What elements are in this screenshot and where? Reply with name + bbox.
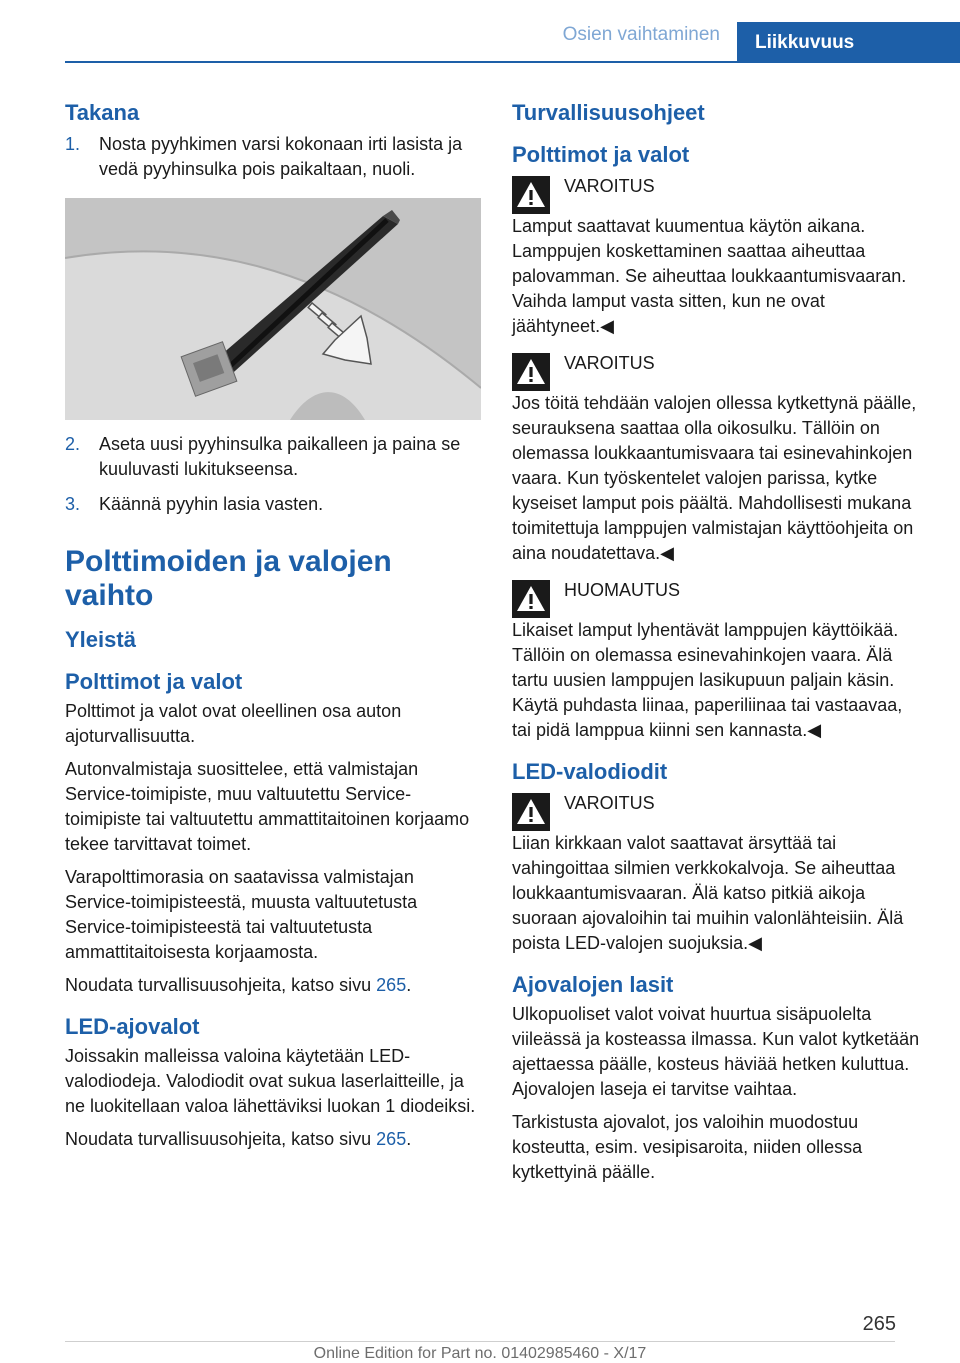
polttimot-heading-right: Polttimot ja valot bbox=[512, 142, 690, 167]
steps-b bbox=[65, 432, 481, 517]
step-text: Nosta pyyhkimen varsi kokonaan irti lasista ja vedä pyyhinsulka pois paikaltaan, nuoli. bbox=[99, 134, 463, 179]
page-link[interactable]: 265 bbox=[376, 975, 407, 995]
lasit-p2: Tarkistusta ajovalot, jos valoihin muodostuu kosteutta, esim. vesipisaroita, niiden ollessa kytkettyinä päälle. bbox=[512, 1112, 863, 1182]
lasit-p1: Ulkopuoliset valot voivat huurtua sisäpuolelta viileässä ja kosteassa ilmassa. Kun valot kytketään ajettaessa päälle, kosteus häviää hetken kuluttua. Ajovalojen laseja ei tarvitse vaihtaa. bbox=[512, 1004, 920, 1099]
polttimot-p4 bbox=[65, 973, 481, 998]
header-rule bbox=[65, 61, 960, 63]
notice-block bbox=[512, 578, 926, 743]
chapter-tab[interactable]: Liikkuvuus bbox=[737, 22, 960, 62]
step-number: 2. bbox=[65, 434, 81, 454]
warning-block bbox=[512, 791, 926, 956]
polttimot-heading: Polttimot ja valot bbox=[65, 669, 243, 694]
wiper-illustration bbox=[65, 198, 481, 420]
warning-text: Liian kirkkaan valot saattavat ärsyttää tai vahingoittaa silmien verkkokalvoja. Se aiheuttaa loukkaantumisvaaran. Älä katso pitkiä aikoja suoraan ajovaloihin tai muihin valonlähteisiin. Älä poista LED-valojen suojuksia.◀ bbox=[512, 833, 904, 953]
page-link[interactable]: 265 bbox=[376, 1129, 407, 1149]
left-column bbox=[65, 100, 481, 1160]
warning-label: VAROITUS bbox=[564, 793, 655, 813]
notice-label: HUOMAUTUS bbox=[564, 580, 680, 600]
polttimot-p1: Polttimot ja valot ovat oleellinen osa auton ajoturvallisuutta. bbox=[65, 701, 402, 746]
steps-a bbox=[65, 132, 481, 182]
page-number: 265 bbox=[862, 1313, 896, 1335]
list-item bbox=[65, 492, 481, 517]
warning-text: Jos töitä tehdään valojen ollessa kytkettynä päälle, seurauksena saattaa olla oikosulku. Tällöin on olemassa loukkaantumisvaara tai esinevahinkojen vaara. Kun työskentelet valojen parissa, kytke kyseiset lamput pois päältä. Mahdollisesti mukana toimitettuja lamppujen valmistajan käyttöohjeita on aina noudatettava.◀ bbox=[512, 393, 917, 563]
ref-text: Noudata turvallisuusohjeita, katso sivu bbox=[65, 975, 377, 995]
yleista-heading: Yleistä bbox=[65, 627, 136, 652]
turvallisuusohjeet-heading: Turvallisuusohjeet bbox=[512, 100, 705, 125]
led-p2 bbox=[65, 1127, 481, 1152]
step-number: 3. bbox=[65, 494, 81, 514]
step-number: 1. bbox=[65, 134, 81, 154]
ref-end: . bbox=[406, 1129, 412, 1149]
main-heading: Polttimoiden ja valojen vaihto bbox=[65, 545, 392, 612]
led-ajovalot-heading: LED-ajovalot bbox=[65, 1014, 200, 1039]
warning-label: VAROITUS bbox=[564, 176, 655, 196]
warning-triangle-icon bbox=[512, 580, 550, 618]
warning-block bbox=[512, 351, 926, 566]
wiper-drawing bbox=[65, 198, 481, 420]
ref-text: Noudata turvallisuusohjeita, katso sivu bbox=[65, 1129, 377, 1149]
list-item bbox=[65, 432, 481, 482]
led-valodiodit-heading: LED-valodiodit bbox=[512, 759, 668, 784]
polttimot-p3: Varapolttimorasia on saatavissa valmistajan Service-toimipisteestä, muusta valtuutetusta Service-toimipisteestä tai valtuutetusta ammattitaitoisesta korjaamosta. bbox=[65, 867, 418, 962]
warning-triangle-icon bbox=[512, 176, 550, 214]
page-header bbox=[0, 0, 960, 64]
step-text: Käännä pyyhin lasia vasten. bbox=[99, 494, 324, 514]
list-item bbox=[65, 132, 481, 182]
ref-end: . bbox=[406, 975, 412, 995]
warning-label: VAROITUS bbox=[564, 353, 655, 373]
warning-triangle-icon bbox=[512, 353, 550, 391]
right-column bbox=[512, 100, 926, 1193]
edition-footer: Online Edition for Part no. 01402985460 - X/17 bbox=[313, 1345, 647, 1362]
warning-text: Lamput saattavat kuumentua käytön aikana. Lamppujen koskettaminen saattaa aiheuttaa palovamman. Se aiheuttaa loukkaantumisvaaran. Vaihda lamput vasta sitten, kun ne ovat jäähtyneet.◀ bbox=[512, 216, 907, 336]
warning-block bbox=[512, 174, 926, 339]
ajovalojen-lasit-heading: Ajovalojen lasit bbox=[512, 972, 674, 997]
takana-heading: Takana bbox=[65, 100, 140, 125]
footer-rule bbox=[65, 1341, 895, 1342]
warning-triangle-icon bbox=[512, 793, 550, 831]
led-p1: Joissakin malleissa valoina käytetään LED-valodiodeja. Valodiodit ovat sukua laserlaitteille, ja ne luokitellaan valoa lähettäviksi luokan 1 diodeiksi. bbox=[65, 1046, 476, 1116]
notice-text: Likaiset lamput lyhentävät lamppujen käyttöikää. Tällöin on olemassa esinevahinkojen vaara. Älä tartu uusien lamppujen lasikupuun paljain käsin. Käytä puhdasta liinaa, paperiliinaa tai vastaavaa, tai pidä lamppua kiinni sen kannasta.◀ bbox=[512, 620, 903, 740]
section-tab[interactable]: Osien vaihtaminen bbox=[562, 24, 720, 45]
step-text: Aseta uusi pyyhinsulka paikalleen ja paina se kuuluvasti lukitukseensa. bbox=[99, 434, 461, 479]
polttimot-p2: Autonvalmistaja suosittelee, että valmistajan Service-toimipiste, muu valtuutettu Service-toimipiste tai valtuutettu ammattitaitoinen korjaamo tekee tarvittavat toimet. bbox=[65, 759, 470, 854]
